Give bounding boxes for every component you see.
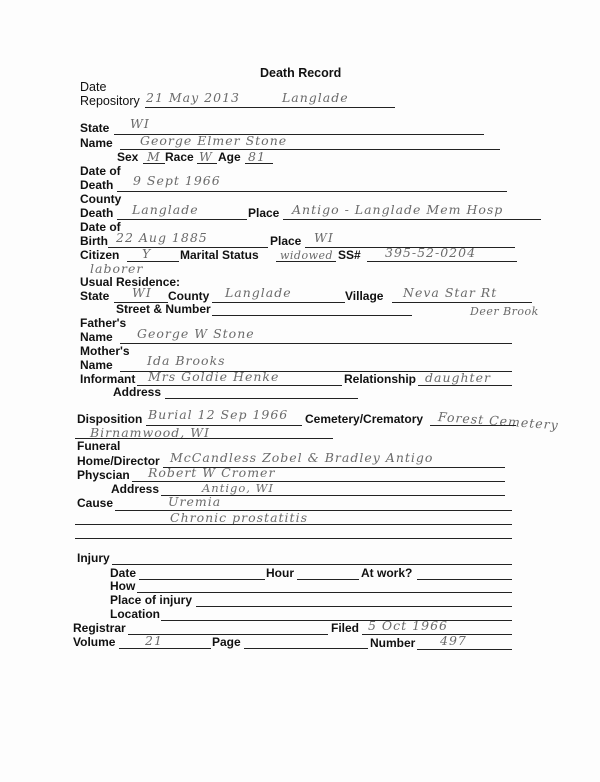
repository-line <box>145 107 395 108</box>
physician-line <box>132 481 505 482</box>
informant-line <box>137 385 342 386</box>
injury-line <box>112 564 512 565</box>
mother-name-value: Ida Brooks <box>147 353 226 368</box>
at-work-label: At work? <box>361 566 413 580</box>
physician-address-value: Antigo, WI <box>202 481 274 495</box>
cemetery-line <box>430 425 516 426</box>
street-number-line <box>212 315 412 316</box>
occupation-value: laborer <box>90 261 144 276</box>
physician-address-label: Address <box>111 482 160 496</box>
page-label: Page <box>212 635 241 649</box>
birth-place-value: WI <box>314 230 334 245</box>
cemetery-place-value: Birnamwood, WI <box>90 425 210 440</box>
filed-line <box>362 634 512 635</box>
date-of-birth-label: Date of <box>80 220 121 234</box>
volume-label: Volume <box>73 635 116 649</box>
res-village-value: Neva Star Rt <box>403 285 498 300</box>
hour-label: Hour <box>266 566 294 580</box>
death-place-line <box>283 219 541 220</box>
relationship-line <box>418 385 512 386</box>
race-line <box>197 163 217 164</box>
cause-label: Cause <box>77 496 114 510</box>
ss-label: SS# <box>338 248 361 262</box>
fathers-label: Father's <box>80 316 127 330</box>
relationship-label: Relationship <box>344 372 417 386</box>
injury-date-line <box>139 579 265 580</box>
state-label: State <box>80 121 110 135</box>
form-title: Death Record <box>260 66 342 80</box>
birth-date-value: 22 Aug 1885 <box>116 230 208 245</box>
res-county-line <box>212 302 345 303</box>
death-place-value: Antigo - Langlade Mem Hosp <box>292 202 504 217</box>
volume-value: 21 <box>145 633 163 648</box>
physician-value: Robert W Cromer <box>148 465 276 480</box>
repository-label: Repository <box>80 94 140 108</box>
death-date-line <box>117 191 507 192</box>
informant-address-label: Address <box>113 385 162 399</box>
informant-value: Mrs Goldie Henke <box>148 369 280 384</box>
at-work-line <box>417 579 512 580</box>
death-label: Death <box>80 178 114 192</box>
marital-status-value: widowed <box>280 249 334 262</box>
village-label: Village <box>345 289 384 303</box>
village-line <box>392 302 532 303</box>
name-label: Name <box>80 136 113 150</box>
injury-label: Injury <box>77 551 110 565</box>
street-number-label: Street & Number <box>116 302 211 316</box>
age-line <box>245 163 273 164</box>
ss-line <box>367 261 517 262</box>
res-county-value: Langlade <box>225 285 292 300</box>
father-name-label: Name <box>80 330 113 344</box>
registrar-label: Registrar <box>73 621 126 635</box>
sex-label: Sex <box>117 150 139 164</box>
repository-date-value: 21 May 2013 <box>146 90 240 105</box>
volume-line <box>119 648 211 649</box>
death-date-value: 9 Sept 1966 <box>133 173 221 188</box>
death-place-label: Place <box>248 206 280 220</box>
cause-1-value: Uremia <box>168 494 222 509</box>
birth-place-label: Place <box>270 234 302 248</box>
father-name-line <box>120 343 512 344</box>
marital-status-line <box>276 261 336 262</box>
usual-residence-label: Usual Residence: <box>80 275 181 289</box>
mothers-label: Mother's <box>80 344 130 358</box>
disposition-label: Disposition <box>77 412 143 426</box>
cemetery-value: Forest Cemetery <box>437 409 560 433</box>
filed-value: 5 Oct 1966 <box>368 618 448 633</box>
state-value: WI <box>130 116 150 131</box>
death-county-value: Langlade <box>132 202 199 217</box>
how-line <box>137 592 512 593</box>
funeral-label: Funeral <box>77 439 121 453</box>
funeral-home-value: McCandless Zobel & Bradley Antigo <box>170 450 434 465</box>
location-label: Location <box>110 607 160 621</box>
how-label: How <box>110 579 136 593</box>
father-name-value: George W Stone <box>137 326 255 341</box>
hour-line <box>297 579 359 580</box>
county-death-label: Death <box>80 206 114 220</box>
citizen-label: Citizen <box>80 248 120 262</box>
cause-2-value: Chronic prostatitis <box>170 510 308 525</box>
res-village-extra-value: Deer Brook <box>470 305 539 318</box>
county-label: County <box>80 192 122 206</box>
ss-value: 395-52-0204 <box>385 245 477 260</box>
age-value: 81 <box>248 149 266 164</box>
date-of-death-label: Date of <box>80 164 121 178</box>
cause-line-2 <box>75 524 512 525</box>
name-value: George Elmer Stone <box>140 133 288 148</box>
repository-place-value: Langlade <box>282 90 349 105</box>
cemetery-label: Cemetery/Crematory <box>305 412 424 426</box>
res-county-label: County <box>168 289 210 303</box>
marital-status-label: Marital Status <box>180 248 259 262</box>
place-of-injury-label: Place of injury <box>110 593 193 607</box>
home-director-label: Home/Director <box>77 454 160 468</box>
number-line <box>417 649 512 650</box>
filed-label: Filed <box>331 621 360 635</box>
citizen-value: Y <box>142 246 152 261</box>
mother-name-label: Name <box>80 358 113 372</box>
res-state-label: State <box>80 289 110 303</box>
informant-address-line <box>165 398 358 399</box>
race-label: Race <box>165 150 194 164</box>
date-label: Date <box>80 80 107 94</box>
physcian-label: Physcian <box>77 468 130 482</box>
sex-value: M <box>147 149 161 164</box>
informant-label: Informant <box>80 372 136 386</box>
number-value: 497 <box>440 633 467 648</box>
disposition-value: Burial 12 Sep 1966 <box>148 407 289 422</box>
sex-line <box>143 163 165 164</box>
age-label: Age <box>218 150 241 164</box>
number-label: Number <box>370 636 416 650</box>
race-value: W <box>199 149 213 164</box>
death-county-line <box>117 219 247 220</box>
res-state-value: WI <box>132 285 152 300</box>
page-line <box>244 648 368 649</box>
cause-line-3 <box>75 538 512 539</box>
place-of-injury-line <box>196 606 512 607</box>
relationship-value: daughter <box>425 370 491 385</box>
birth-label: Birth <box>80 234 108 248</box>
injury-date-label: Date <box>110 566 137 580</box>
